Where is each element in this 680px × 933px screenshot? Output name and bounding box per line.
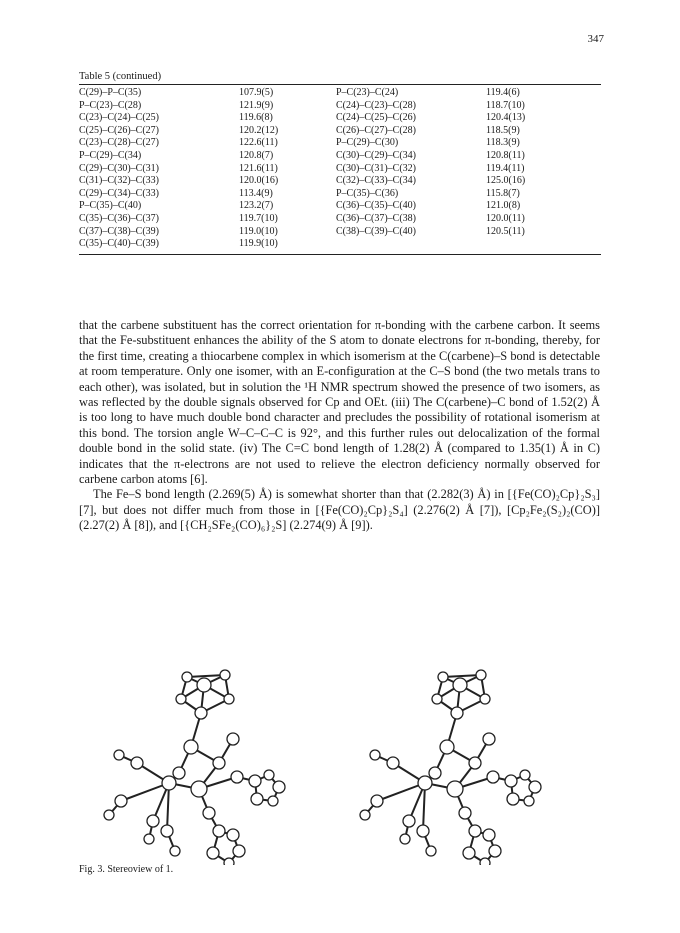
table-row <box>79 226 601 239</box>
angle-label: P–C(23)–C(24) <box>336 87 399 98</box>
angle-value: 120.0(16) <box>239 175 279 187</box>
angle-label: P–C(35)–C(36) <box>336 187 399 199</box>
molecule-atom-left <box>173 767 185 779</box>
table-row <box>79 213 601 226</box>
angle-label: C(31)–C(32)–C(33) <box>79 175 159 187</box>
molecule-atom-right <box>426 846 436 856</box>
molecule-atom-right <box>451 707 463 719</box>
molecule-atom-left <box>161 825 173 837</box>
molecule-atom-right <box>429 767 441 779</box>
molecule-atom-left <box>170 846 180 856</box>
molecule-atom-left <box>195 707 207 719</box>
paragraph-fe-s-bond: The Fe–S bond length (2.269(5) Å) is somewhat shorter than that (2.282(3) Å) in [{Fe(CO)₂Cp}₂S₃] [7], but does not differ much from those in [{Fe(CO)₂Cp}₂S₄] (2.276(2) Å [7]), [Cp₂Fe₂(S₂)₂(CO)] (2.27(2) Å [8]), and [{CH₂SFe₂(CO)₆}₂S] (2.274(9) Å [9]). <box>79 487 600 533</box>
angle-label: C(36)–C(35)–C(40) <box>336 200 416 212</box>
molecule-atom-right <box>520 770 530 780</box>
molecule-atom-right <box>469 757 481 769</box>
angle-label: C(37)–C(38)–C(39) <box>79 225 159 237</box>
table-caption: Table 5 (continued) <box>79 71 162 82</box>
angle-label: C(35)–C(40)–C(39) <box>79 238 159 250</box>
angle-label: C(25)–C(26)–C(27) <box>79 124 159 136</box>
angle-value: 119.4(11) <box>486 162 525 174</box>
table-row <box>79 175 601 188</box>
angle-label: P–C(23)–C(28) <box>79 99 142 111</box>
molecule-atom-left <box>162 776 176 790</box>
molecule-atom-left <box>213 825 225 837</box>
stereoview-figure <box>79 655 601 865</box>
molecule-atom-right <box>447 781 463 797</box>
molecule-atom-left <box>213 757 225 769</box>
angle-label: C(35)–C(36)–C(37) <box>79 212 159 224</box>
molecule-atom-right <box>524 796 534 806</box>
angle-label: P–C(29)–C(30) <box>336 137 399 149</box>
angle-value: 120.4(13) <box>486 112 526 124</box>
molecule-atom-left <box>220 670 230 680</box>
table-row <box>79 100 601 113</box>
angle-value: 118.5(9) <box>486 124 520 136</box>
table-row <box>79 238 601 251</box>
molecule-atom-right <box>487 771 499 783</box>
molecule-atom-right <box>469 825 481 837</box>
molecule-atom-left <box>114 750 124 760</box>
molecule-atom-left <box>147 815 159 827</box>
table-row <box>79 163 601 176</box>
molecule-atom-left <box>224 858 234 865</box>
molecule-atom-right <box>400 834 410 844</box>
table-body <box>79 87 601 251</box>
molecule-atom-right <box>483 733 495 745</box>
table-row <box>79 200 601 213</box>
table-row <box>79 112 601 125</box>
angle-value: 120.8(11) <box>486 149 525 161</box>
angle-label: C(23)–C(24)–C(25) <box>79 112 159 124</box>
angle-value: 120.0(11) <box>486 212 525 224</box>
molecule-atom-right <box>360 810 370 820</box>
molecule-atom-right <box>440 740 454 754</box>
bond-angle-table <box>79 84 601 255</box>
angle-label: C(29)–P–C(35) <box>79 87 142 98</box>
angle-value: 120.2(12) <box>239 124 279 136</box>
angle-value: 119.6(8) <box>239 112 273 124</box>
angle-value: 118.7(10) <box>486 99 525 111</box>
molecule-atom-left <box>233 845 245 857</box>
molecule-atom-left <box>176 694 186 704</box>
table-row <box>79 87 601 100</box>
table-bottom-rule <box>79 254 601 255</box>
figure-caption: Fig. 3. Stereoview of 1. <box>79 864 174 875</box>
stereo-right-molecule <box>329 655 579 865</box>
molecule-atom-left <box>227 829 239 841</box>
molecule-atom-right <box>453 678 467 692</box>
angle-label: C(26)–C(27)–C(28) <box>336 124 416 136</box>
molecule-atom-left <box>231 771 243 783</box>
angle-value: 119.9(10) <box>239 238 278 250</box>
angle-value: 121.9(9) <box>239 99 274 111</box>
table-top-rule <box>79 84 601 85</box>
angle-label: C(38)–C(39)–C(40) <box>336 225 416 237</box>
table-row <box>79 150 601 163</box>
molecule-atom-right <box>418 776 432 790</box>
molecule-atom-left <box>251 793 263 805</box>
molecule-atom-left <box>115 795 127 807</box>
molecule-atom-right <box>463 847 475 859</box>
angle-label: C(30)–C(31)–C(32) <box>336 162 416 174</box>
molecule-atom-left <box>104 810 114 820</box>
angle-value: 121.0(8) <box>486 200 521 212</box>
molecule-atom-left <box>207 847 219 859</box>
molecule-atom-right <box>432 694 442 704</box>
molecule-atom-right <box>438 672 448 682</box>
molecule-atom-left <box>264 770 274 780</box>
page-number: 347 <box>587 33 604 45</box>
molecule-atom-right <box>459 807 471 819</box>
angle-label: C(30)–C(29)–C(34) <box>336 149 416 161</box>
article-body <box>79 318 600 534</box>
angle-label: C(24)–C(23)–C(28) <box>336 99 416 111</box>
paragraph-continued: that the carbene substituent has the correct orientation for π-bonding with the carbene carbon. It seems that the Fe-substituent enhances the ability of the S atom to donate electrons for π-bonding, thereby, for the first time, creating a thiocarbene complex in which isomerism at the C(carbene)–S bond is detectable at room temperature. Only one isomer, with an E-configuration at the C–S bond (the two metals trans to each other), was isolated, but in solution the ¹H NMR spectrum showed the presence of two isomers, as was reflected by the double signals observed for Cp and OEt. (iii) The C(carbene)–C bond of 1.52(2) Å is too long to have much double bond character and precludes the possibility of rotational isomerism at this bond. The torsion angle W–C–C–C is 92°, and this further rules out delocalization of the formal double bond in the solid state. (iv) The C=C bond length of 1.28(2) Å (compared to 1.35(1) Å in C) indicates that the π-electrons are not used to relieve the electron deficiency normally observed for carbene carbon atoms [6]. <box>79 318 600 487</box>
angle-value: 107.9(5) <box>239 87 274 98</box>
angle-label: C(36)–C(37)–C(38) <box>336 212 416 224</box>
molecule-atom-right <box>476 670 486 680</box>
molecule-atom-left <box>224 694 234 704</box>
angle-value: 119.7(10) <box>239 212 278 224</box>
angle-value: 123.2(7) <box>239 200 274 212</box>
table-row <box>79 125 601 138</box>
angle-value: 125.0(16) <box>486 175 526 187</box>
molecule-atom-right <box>387 757 399 769</box>
angle-value: 118.3(9) <box>486 137 520 149</box>
molecule-atom-left <box>144 834 154 844</box>
molecule-atom-right <box>507 793 519 805</box>
angle-value: 122.6(11) <box>239 137 278 149</box>
table-row <box>79 188 601 201</box>
molecule-atom-right <box>370 750 380 760</box>
molecule-atom-right <box>505 775 517 787</box>
molecule-atom-right <box>417 825 429 837</box>
angle-value: 119.4(6) <box>486 87 520 98</box>
molecule-atom-right <box>480 858 490 865</box>
angle-label <box>336 238 486 251</box>
angle-label: C(23)–C(28)–C(27) <box>79 137 159 149</box>
molecule-atom-left <box>197 678 211 692</box>
angle-label: P–C(35)–C(40) <box>79 200 142 212</box>
angle-value: 120.5(11) <box>486 225 525 237</box>
molecule-atom-left <box>131 757 143 769</box>
molecule-atom-right <box>480 694 490 704</box>
angle-label: C(24)–C(25)–C(26) <box>336 112 416 124</box>
molecule-atom-left <box>227 733 239 745</box>
angle-value: 119.0(10) <box>239 225 278 237</box>
molecule-atom-left <box>184 740 198 754</box>
molecule-atom-left <box>268 796 278 806</box>
angle-value: 113.4(9) <box>239 187 273 199</box>
molecule-atom-right <box>403 815 415 827</box>
angle-value: 115.8(7) <box>486 187 520 199</box>
angle-value: 120.8(7) <box>239 149 274 161</box>
angle-label: P–C(29)–C(34) <box>79 149 142 161</box>
molecule-atom-right <box>489 845 501 857</box>
angle-value <box>486 238 601 251</box>
molecule-atom-left <box>203 807 215 819</box>
molecule-atom-right <box>371 795 383 807</box>
molecule-atom-right <box>529 781 541 793</box>
molecule-atom-left <box>182 672 192 682</box>
molecule-atom-left <box>191 781 207 797</box>
angle-label: C(32)–C(33)–C(34) <box>336 175 416 187</box>
molecule-atom-right <box>483 829 495 841</box>
stereo-left-molecule <box>79 655 329 865</box>
molecule-atom-left <box>249 775 261 787</box>
angle-label: C(29)–C(30)–C(31) <box>79 162 159 174</box>
molecule-atom-left <box>273 781 285 793</box>
angle-label: C(29)–C(34)–C(33) <box>79 187 159 199</box>
table-row <box>79 137 601 150</box>
angle-value: 121.6(11) <box>239 162 278 174</box>
